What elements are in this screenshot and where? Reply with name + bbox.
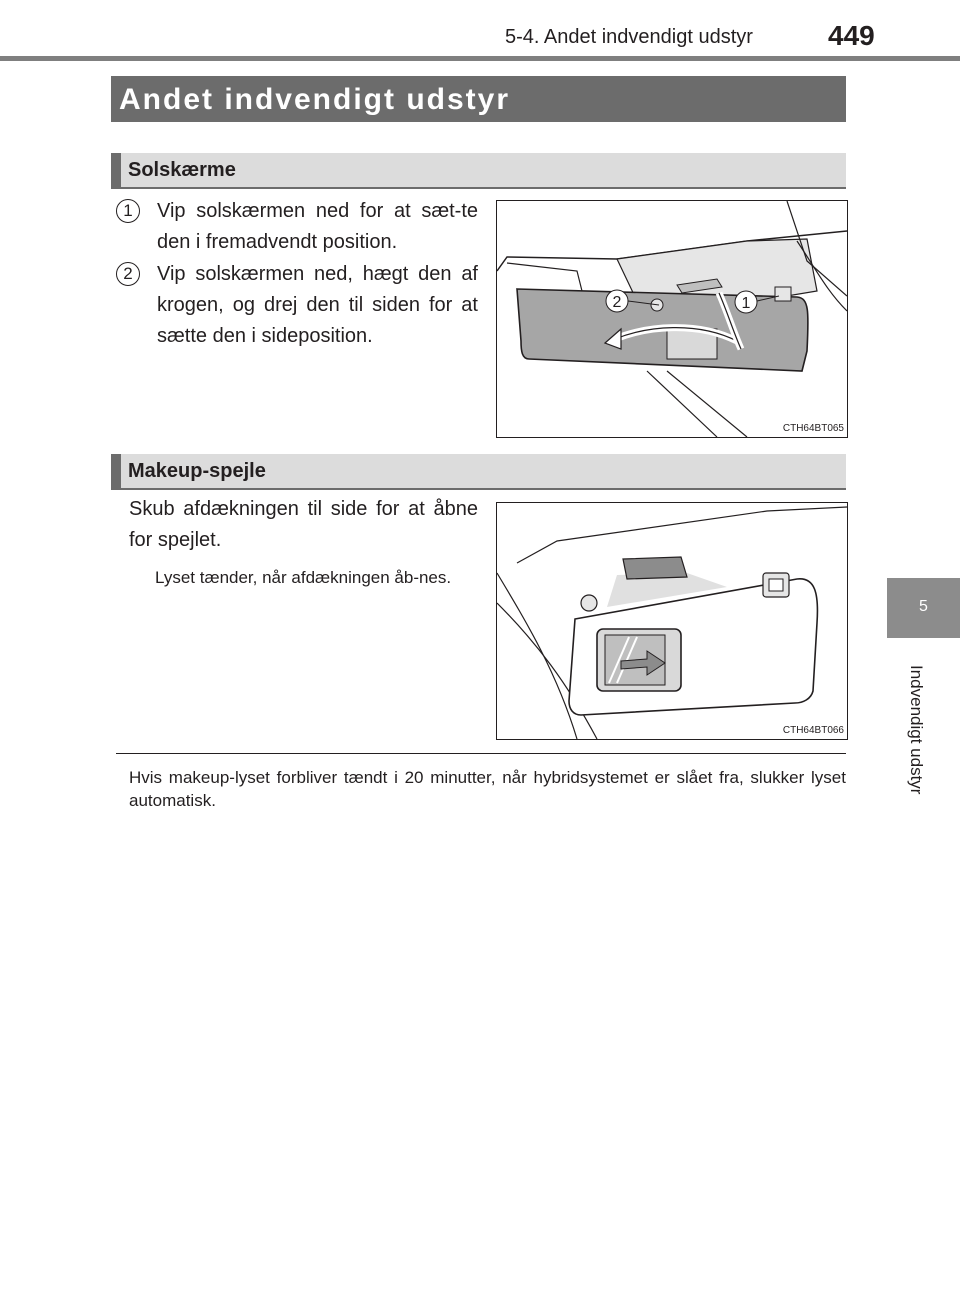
step-number: 1 — [116, 199, 140, 223]
chapter-number: 5 — [919, 598, 928, 615]
section-heading-label: Makeup-spejle — [128, 460, 266, 482]
sun-visor-drawing — [497, 201, 847, 437]
step-text: Vip solskærmen ned for at sæt-te den i fremadvendt position. — [157, 200, 478, 253]
figure-code: CTH64BT066 — [782, 725, 844, 736]
vanity-mirror-illustration — [496, 502, 848, 740]
callout-2-label: 2 — [612, 294, 622, 311]
page-title-bar — [111, 76, 846, 122]
chapter-title: Indvendigt udstyr — [907, 665, 926, 795]
page-number: 449 — [828, 20, 875, 51]
callout-1-label: 1 — [741, 295, 751, 312]
step-number: 2 — [116, 262, 140, 286]
header-divider — [0, 56, 960, 61]
step-1 — [116, 196, 478, 258]
chapter-tab — [887, 578, 960, 638]
mirror-instruction: Skub afdækningen til side for at åbne for spejlet. — [129, 498, 478, 551]
step-2 — [116, 259, 478, 352]
sun-visor-illustration — [496, 200, 848, 438]
page-title: Andet indvendigt udstyr — [119, 83, 510, 116]
figure-code: CTH64BT065 — [782, 423, 844, 434]
vanity-mirror-drawing — [497, 503, 847, 739]
automatic-off-note: Hvis makeup-lyset forbliver tændt i 20 minutter, når hybridsystemet er slået fra, slukker lyset automatisk. — [129, 768, 846, 810]
running-header-section: 5-4. Andet indvendigt udstyr — [505, 26, 753, 48]
section-heading-sun-visors — [111, 153, 846, 189]
section-heading-label: Solskærme — [128, 159, 236, 181]
section-heading-vanity-mirrors — [111, 454, 846, 490]
step-text: Vip solskærmen ned, hægt den af krogen, og drej den til siden for at sætte den i sideposition. — [157, 263, 478, 347]
heading-accent — [111, 153, 121, 187]
mirror-sub-note: Lyset tænder, når afdækningen åb-nes. — [155, 568, 452, 587]
heading-accent — [111, 454, 121, 488]
note-divider — [116, 753, 846, 754]
